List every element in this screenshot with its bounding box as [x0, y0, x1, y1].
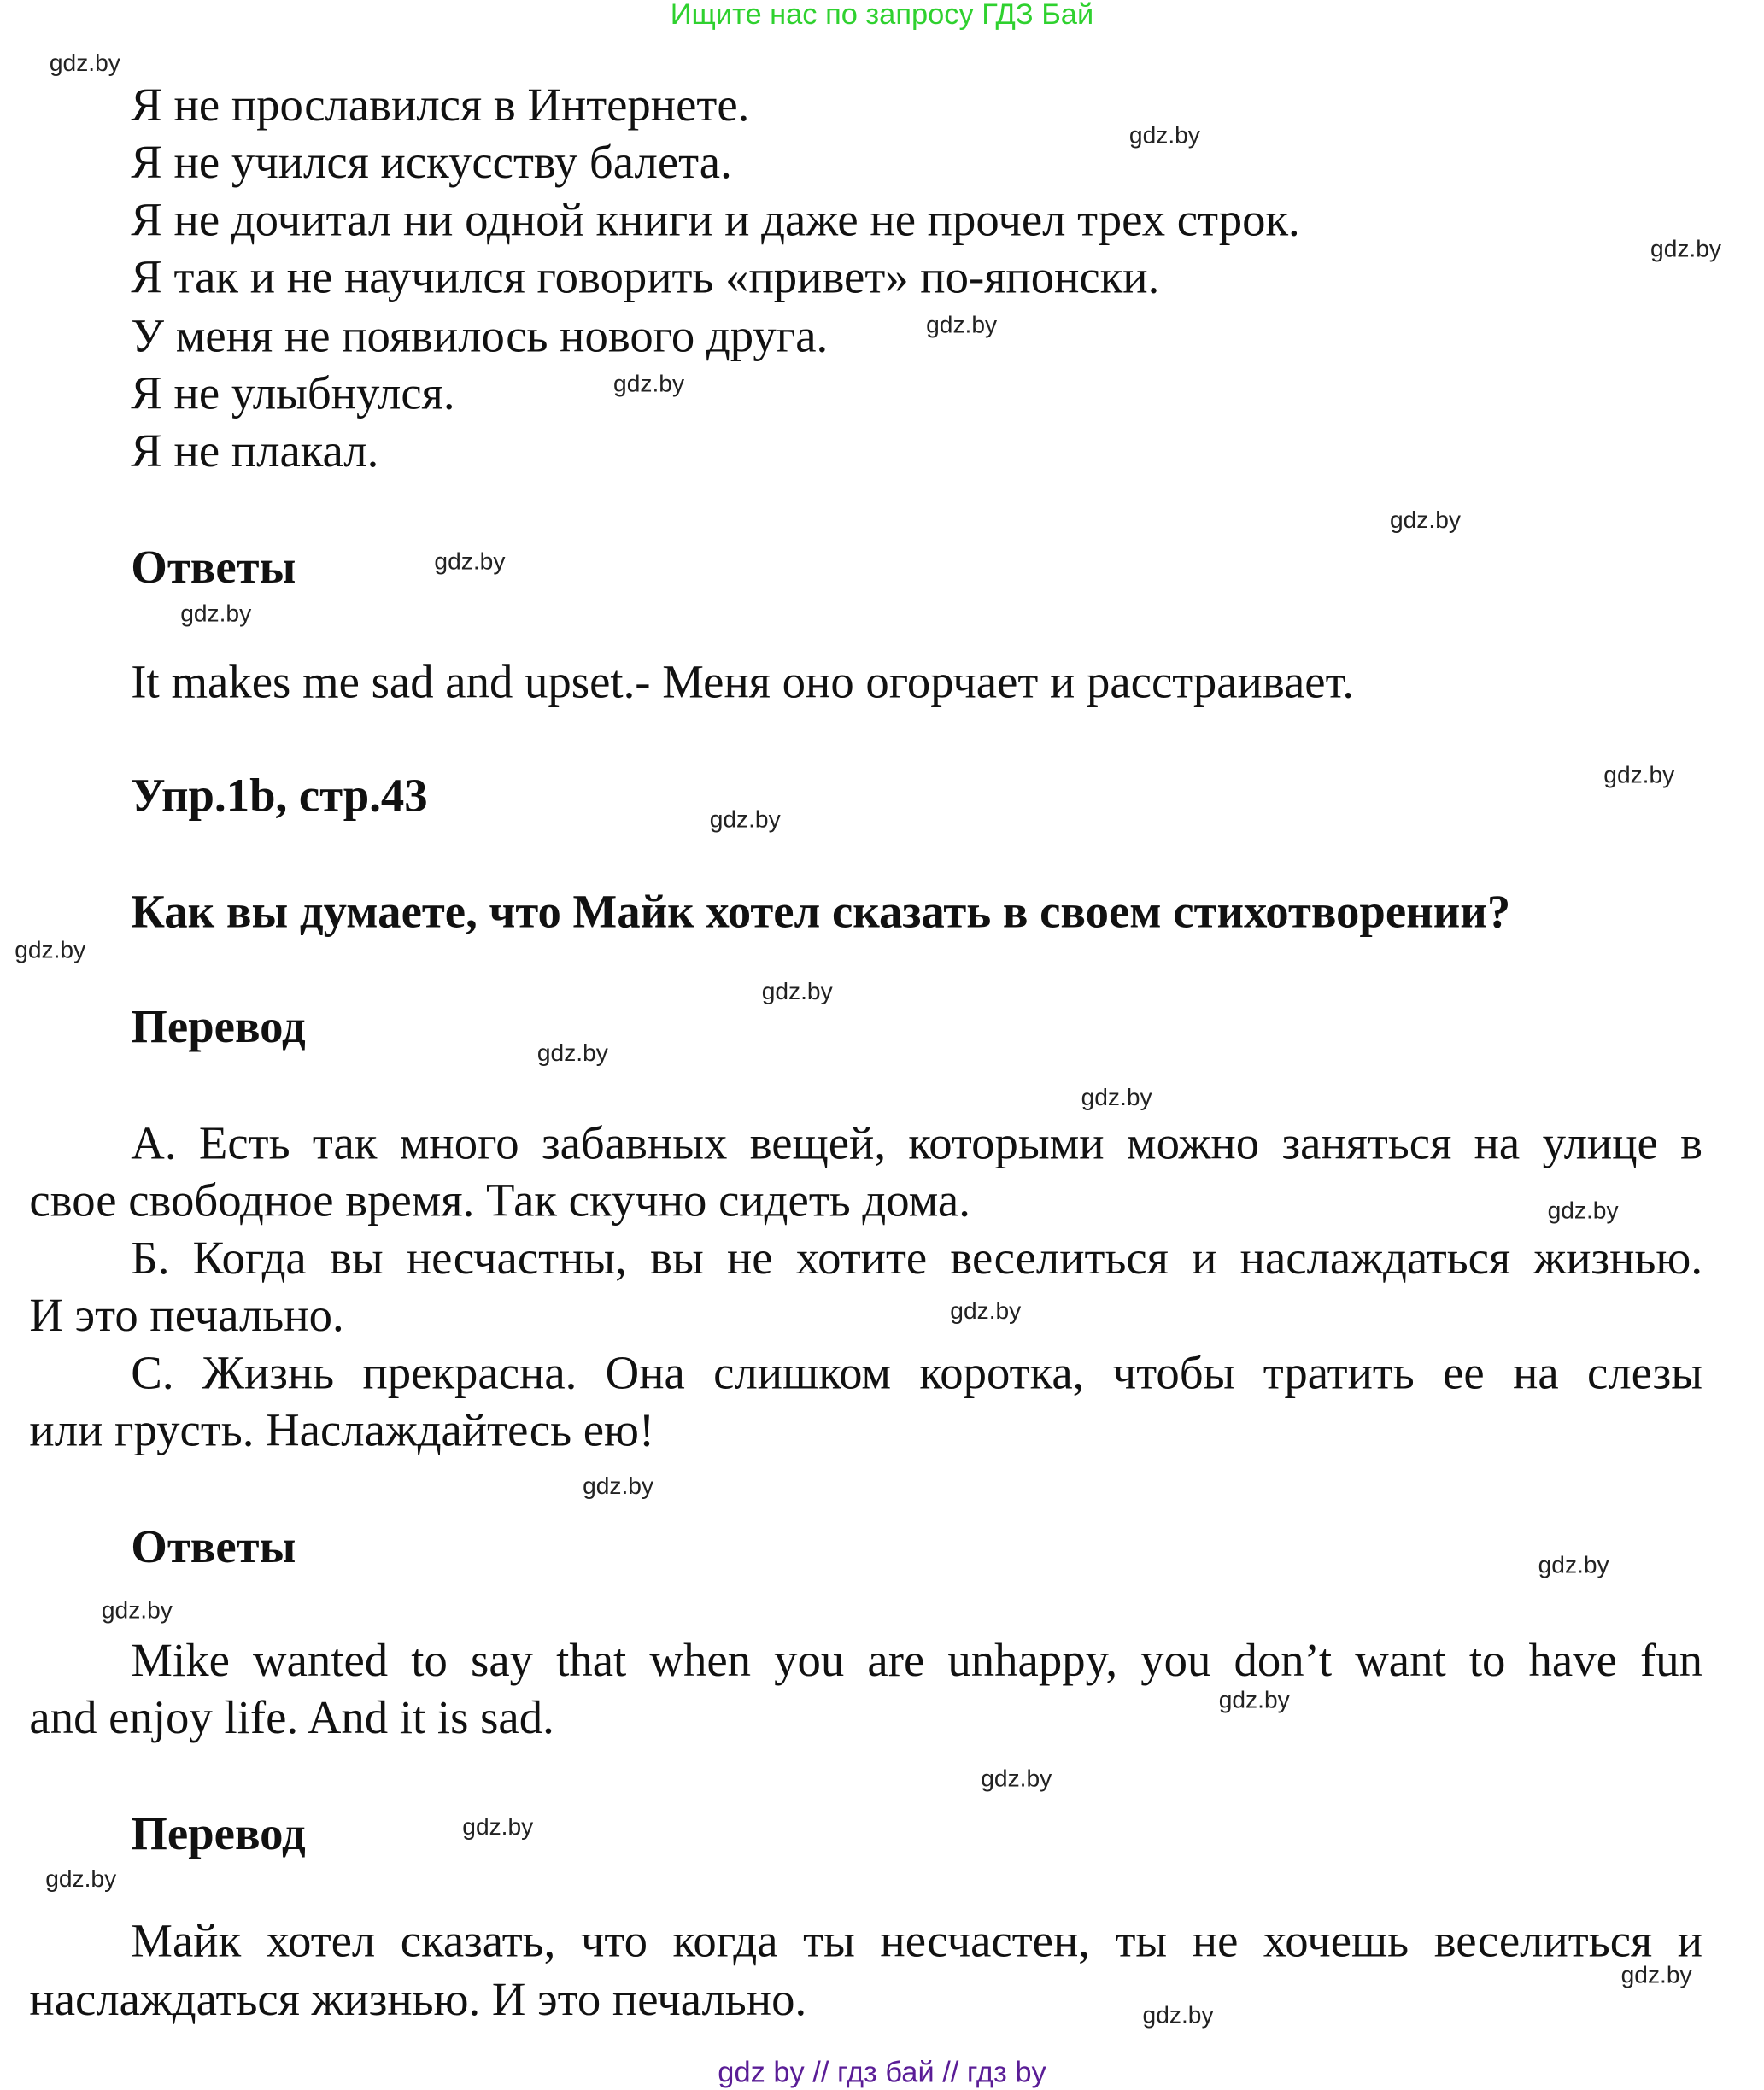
translation-heading: Перевод	[131, 1807, 306, 1860]
watermark: gdz.by	[926, 311, 998, 338]
exercise-heading: Упр.1b, стр.43	[131, 770, 428, 823]
watermark: gdz.by	[101, 1596, 173, 1624]
watermark: gdz.by	[1218, 1686, 1290, 1713]
watermark: gdz.by	[45, 1865, 117, 1893]
watermark: gdz.by	[1620, 1961, 1692, 1988]
translation-line: Майк хотел сказать, что когда ты несчастен, ты не хочешь веселиться и	[131, 1914, 1703, 1967]
answer-text: It makes me sad and upset.- Меня оно огорчает и расстраивает.	[131, 656, 1355, 709]
watermark: gdz.by	[1142, 2001, 1214, 2029]
watermark: gdz.by	[1603, 761, 1675, 788]
answers-heading: Ответы	[131, 1520, 296, 1573]
watermark: gdz.by	[1389, 506, 1461, 534]
paragraph-line: Б. Когда вы несчастны, вы не хотите веселиться и наслаждаться жизнью.	[131, 1232, 1703, 1285]
footer-links: gdz by // гдз бай // гдз by	[718, 2055, 1046, 2089]
answers-heading: Ответы	[131, 541, 296, 594]
poem-line: Я не улыбнулся.	[131, 367, 455, 420]
watermark: gdz.by	[462, 1812, 534, 1841]
paragraph-line: или грусть. Наслаждайтесь ею!	[29, 1404, 655, 1457]
answer-line: and enjoy life. And it is sad.	[29, 1691, 554, 1744]
watermark: gdz.by	[536, 1039, 608, 1067]
watermark: gdz.by	[1547, 1197, 1619, 1224]
watermark: gdz.by	[613, 370, 685, 397]
paragraph-line: свое свободное время. Так скучно сидеть дома.	[29, 1174, 970, 1227]
paragraph-line: И это печально.	[29, 1289, 344, 1342]
watermark: gdz.by	[950, 1297, 1022, 1325]
answer-line: Mike wanted to say that when you are unhappy, you don’t want to have fun	[131, 1634, 1703, 1687]
translation-line: наслаждаться жизнью. И это печально.	[29, 1973, 807, 2026]
watermark: gdz.by	[49, 49, 120, 77]
poem-line: У меня не появилось нового друга.	[131, 309, 829, 362]
paragraph-line: А. Есть так много забавных вещей, которыми можно заняться на улице в	[131, 1116, 1703, 1169]
watermark: gdz.by	[1650, 235, 1722, 262]
header-banner: Ищите нас по запросу ГДЗ Бай	[670, 0, 1094, 31]
question-text: Как вы думаете, что Майк хотел сказать в своем стихотворении?	[131, 886, 1511, 939]
watermark: gdz.by	[180, 600, 252, 627]
translation-heading: Перевод	[131, 1000, 306, 1053]
paragraph-line: С. Жизнь прекрасна. Она слишком коротка, чтобы тратить ее на слезы	[131, 1346, 1703, 1399]
poem-line: Я не плакал.	[131, 424, 379, 477]
poem-line: Я так и не научился говорить «привет» по-японски.	[131, 251, 1160, 304]
watermark: gdz.by	[761, 978, 833, 1005]
poem-line: Я не учился искусству балета.	[131, 136, 732, 189]
watermark: gdz.by	[1081, 1083, 1152, 1111]
watermark: gdz.by	[15, 936, 86, 963]
poem-line: Я не дочитал ни одной книги и даже не прочел трех строк.	[131, 193, 1300, 246]
watermark: gdz.by	[583, 1472, 654, 1500]
watermark: gdz.by	[709, 805, 781, 833]
poem-line: Я не прославился в Интернете.	[131, 79, 750, 132]
watermark: gdz.by	[1538, 1551, 1609, 1578]
watermark: gdz.by	[434, 547, 506, 575]
watermark: gdz.by	[1128, 121, 1200, 149]
watermark: gdz.by	[981, 1765, 1052, 1792]
